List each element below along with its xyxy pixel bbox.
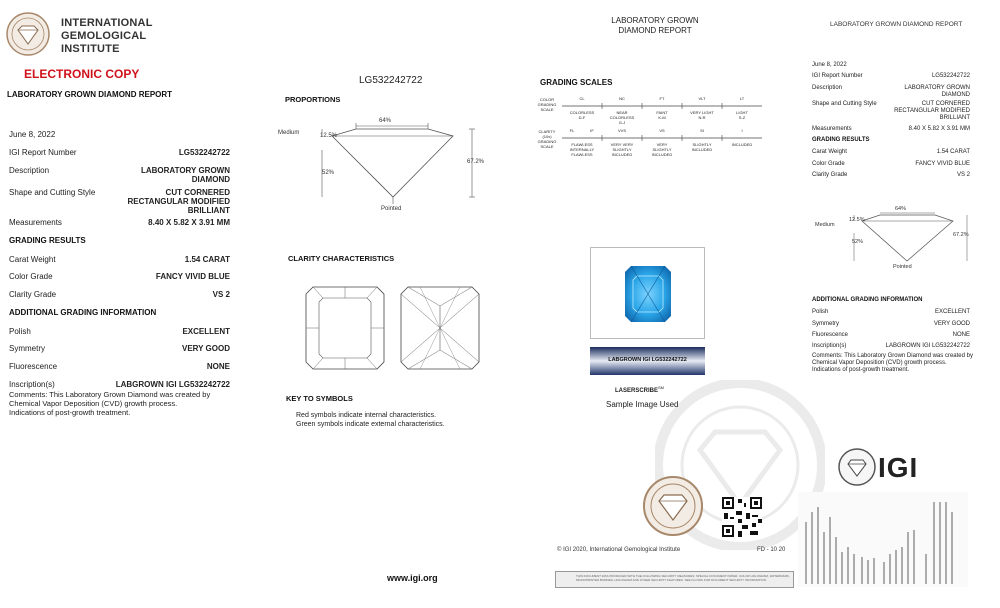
proportions-heading: PROPORTIONS <box>285 95 341 104</box>
right-table-percent: 64% <box>895 206 907 212</box>
logo-text: INTERNATIONAL GEMOLOGICAL INSTITUTE <box>61 17 153 55</box>
electronic-copy-label: ELECTRONIC COPY <box>24 67 140 81</box>
culet-label: Pointed <box>381 206 402 212</box>
color-grade-cl: CL <box>579 96 585 101</box>
color-grade-vlt: VLT <box>698 96 706 101</box>
clarity-characteristics-heading: CLARITY CHARACTERISTICS <box>288 254 395 263</box>
sample-image-caption: Sample Image Used <box>606 400 679 409</box>
right-pavilion-percent: 52% <box>852 239 864 245</box>
depth-percent: 67.2% <box>467 159 485 165</box>
clarity-desc-5: INCLUDED <box>731 142 753 147</box>
right-additional-info-heading: ADDITIONAL GRADING INFORMATION <box>812 297 923 303</box>
clarity-grade-vs: VS <box>659 128 665 133</box>
table-percent: 64% <box>379 118 392 124</box>
color-grade-nc: NC <box>619 96 625 101</box>
right-girdle-label: Medium <box>815 222 835 228</box>
color-desc-2: NEAR COLORLESS G-J <box>609 110 635 125</box>
clarity-grade-i: I <box>741 128 743 133</box>
grading-scales-heading: GRADING SCALES <box>540 78 613 87</box>
right-culet-label: Pointed <box>893 264 912 270</box>
left-panel: INTERNATIONAL GEMOLOGICAL INSTITUTE ELECTRONIC COPY LABORATORY GROWN DIAMOND REPORT June 8, 2022 IGI Report Number LG532242722 Description LABORATORY GROWN DIAMOND Shape and Cutting Style CUT CORNERED RECTANGULAR MODIFIED BRILLIANT Measurements 8.40 X 5.82 X 3.91 MM GRADING RESULTS Carat Weight 1.54 CARAT Color Grade FANCY VIVID BLUE Clarity Grade VS 2 ADDITIONAL GRADING INFORMATION Polish EXCELLENT Symmetry VERY GOOD Fluorescence NONE Inscription(s) LABGROWN IGI LG532242722 Comments: This Laboratory Grown Diamond was created by Chemical Vapor Deposition (CVD) growth process. Indications of post-growth treatment. <box>0 0 245 608</box>
report-number-heading: LG532242722 <box>359 75 423 86</box>
sample-image-frame <box>590 247 705 339</box>
clarity-desc-1: FLAWLESS INTERNALLY FLAWLESS <box>569 142 595 157</box>
diamond-photo-icon <box>625 266 671 322</box>
website-link[interactable]: www.igi.org <box>387 573 438 583</box>
color-grade-lt: LT <box>739 96 745 101</box>
security-disclaimer: THIS DOCUMENT WAS PRODUCED WITH THE FOLLOWING SECURITY MEASURES: SPECIAL DOCUMENT PAPER, COLOR HOLOGRAM, WATERMARK, MICROPRINTED BORDER, HOLOGRAM AND OTHER SECURITY FEATURES. SEE IGI.ORG FOR DOCUMENT SECURITY INFORMATION. <box>555 571 794 588</box>
igi-seal-icon <box>6 12 50 56</box>
qr-code-icon[interactable] <box>722 497 762 537</box>
grading-results-heading: GRADING RESULTS <box>9 236 86 245</box>
color-desc-3: FAINT K-M <box>656 110 668 120</box>
clarity-desc-2: VERY VERY SLIGHTLY INCLUDED <box>610 142 634 157</box>
rotated-summary-strip <box>798 492 968 587</box>
key-to-symbols-heading: KEY TO SYMBOLS <box>286 394 353 403</box>
right-header: LABORATORY GROWN DIAMOND REPORT <box>830 21 963 28</box>
laser-inscription-text: LABGROWN IGI LG532242722 <box>608 357 687 363</box>
girdle-label: Medium <box>278 130 300 136</box>
clarity-desc-4: SLIGHTLY INCLUDED <box>691 142 713 152</box>
right-crown-percent: 12.5% <box>849 217 865 223</box>
form-code: FD - 10 20 <box>757 547 786 553</box>
color-scale-line <box>562 103 762 109</box>
right-depth-percent: 67.2% <box>953 232 969 238</box>
diamond-profile-icon <box>275 108 495 218</box>
additional-info-heading: ADDITIONAL GRADING INFORMATION <box>9 308 157 317</box>
pavilion-percent: 52% <box>322 170 335 176</box>
key-to-symbols-text: Red symbols indicate internal characteristics. Green symbols indicate external characteristics. <box>296 412 445 428</box>
diamond-crown-plot-icon <box>305 286 385 370</box>
color-grade-ft: FT <box>659 96 665 101</box>
laserscribe-label: LASERSCRIBE℠ <box>615 385 665 394</box>
clarity-grade-if: IF <box>590 128 594 133</box>
diamond-pavilion-plot-icon <box>400 286 480 370</box>
clarity-grade-si: SI <box>700 128 704 133</box>
crown-percent: 12.5% <box>320 133 338 139</box>
color-scale-label: COLOR GRADING SCALE <box>537 97 557 112</box>
clarity-scale-line <box>562 135 762 141</box>
report-title: LABORATORY GROWN DIAMOND REPORT <box>7 90 173 99</box>
clarity-grade-fl: FL <box>569 128 575 133</box>
igi-logo-text: IGI <box>878 452 919 483</box>
comments: Comments: This Laboratory Grown Diamond was created by Chemical Vapor Deposition (CVD) growth process. Indications of post-growth treatment. <box>9 390 211 417</box>
igi-seal-icon <box>643 476 703 536</box>
color-desc-1: COLORLESS D-F <box>569 110 595 120</box>
right-comments: Comments: This Laboratory Grown Diamond was created by Chemical Vapor Deposition (CVD) growth process. Indications of post-growth treatment. <box>812 353 973 373</box>
center-header: LABORATORY GROWN DIAMOND REPORT <box>611 16 699 35</box>
clarity-scale-label: CLARITY (10x) GRADING SCALE <box>537 129 557 149</box>
clarity-desc-3: VERY SLIGHTLY INCLUDED <box>651 142 673 157</box>
copyright-text: © IGI 2020, International Gemological Institute <box>557 547 681 553</box>
color-desc-5: LIGHT S-Z <box>736 110 748 120</box>
color-desc-4: VERY LIGHT N-R <box>690 110 714 120</box>
igi-seal-icon <box>838 448 876 486</box>
clarity-grade-vvs: VVS <box>617 128 626 133</box>
right-grading-results-heading: GRADING RESULTS <box>812 137 870 143</box>
